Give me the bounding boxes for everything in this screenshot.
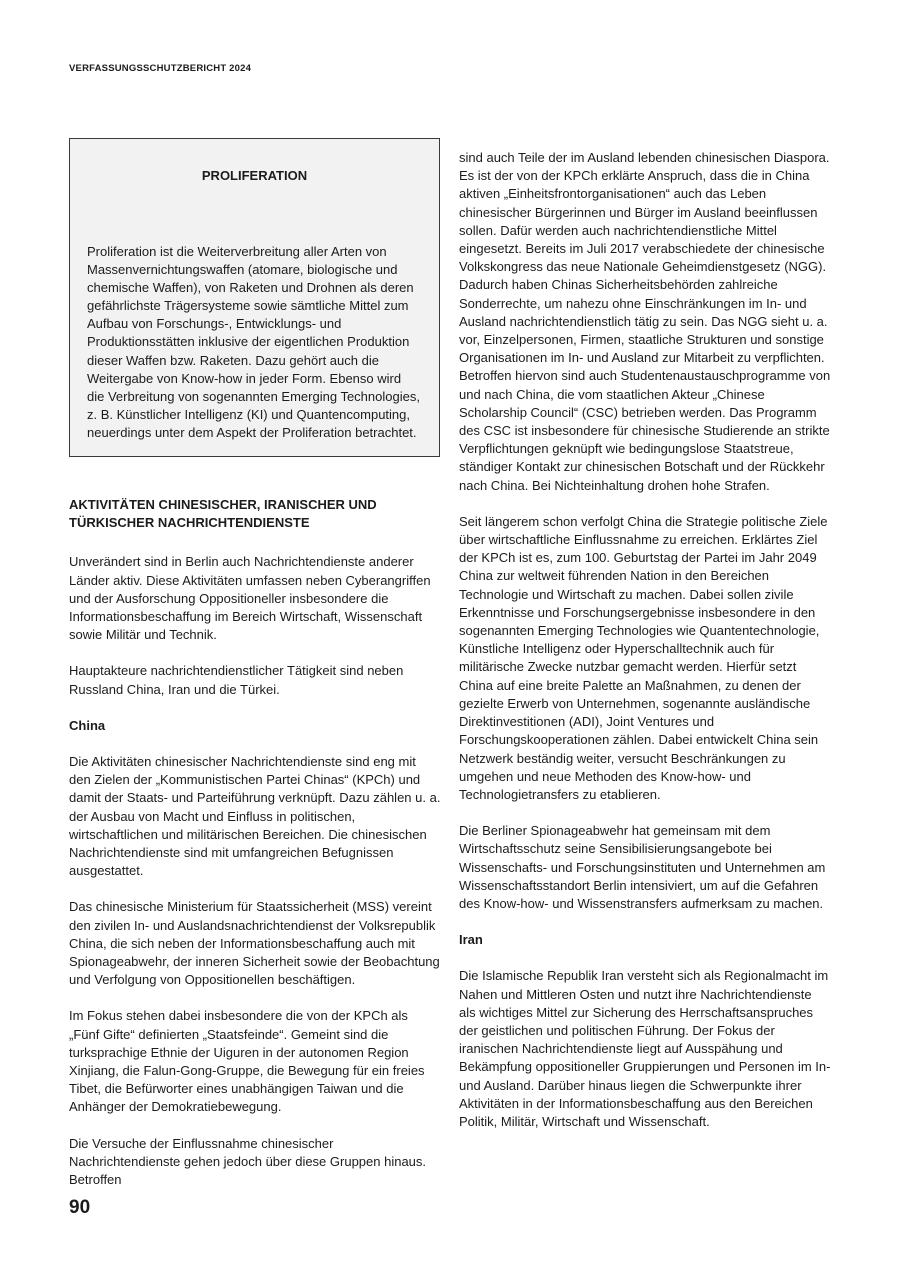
iran-paragraph: Die Islamische Republik Iran versteht sich als Regionalmacht im Nahen und Mittleren Osten und nutzt ihre Nachrichtendienste als wichtiges Mittel zur Sicherung des Herrschaftsanspruches der geistlichen und politischen Führung. Der Fokus der iranischen Nachrichtendienste liegt auf Ausspähung und Bekämpfung oppositioneller Gruppierungen und Personen im In- und Ausland. Darüber hinaus liegen die Schwerpunkte ihrer Aktivitäten in der Informationsbeschaffung aus den Bereichen Politik, Militär, Wirtschaft und Wissenschaft. [459, 968, 831, 1129]
china-heading: China [69, 717, 106, 733]
proliferation-infobox [69, 138, 440, 457]
left-column [69, 138, 441, 1189]
intro-paragraph-1: Unverändert sind in Berlin auch Nachrichtendienste anderer Länder aktiv. Diese Aktivitäten umfassen neben Cyberangriffen und der Ausforschung Oppositioneller insbesondere die Informationsbeschaffung im Bereich Wirtschaft, Wissenschaft sowie Militär und Technik. [69, 554, 431, 643]
china-paragraph-1: Die Aktivitäten chinesischer Nachrichtendienste sind eng mit den Zielen der „Kommunistischen Partei Chinas“ (KPCh) und damit der Staats- und Parteiführung verknüpft. Dazu zählen u. a. der Ausbau von Macht und Einfluss in politischen, wirtschaftlichen und militärischen Bereichen. Die chinesischen Nachrichtendienste sind mit umfangreichen Befugnissen ausgestattet. [69, 754, 441, 879]
intro-paragraph-2: Hauptakteure nachrichtendienstlicher Tätigkeit sind neben Russland China, Iran und die Türkei. [69, 663, 404, 697]
china-paragraph-3: Im Fokus stehen dabei insbesondere die von der KPCh als „Fünf Gifte“ definierten „Staatsfeinde“. Gemeint sind die turksprachige Ethnie der Uiguren in der autonomen Region Xinjiang, die Falun-Gong-Gruppe, die Bewegung für ein freies Tibet, die Befürworter eines unabhängigen Taiwan und die Anhänger der Demokratiebewegung. [69, 1008, 425, 1115]
china-paragraph-5: sind auch Teile der im Ausland lebenden chinesischen Diaspora. Es ist der von der KPCh erklärte Anspruch, dass die in China aktiven „Einheitsfrontorganisationen“ auch das Leben chinesischer Bürgerinnen und Bürger im Ausland beeinflussen sollen. Dafür werden auch nachrichtendienstliche Mittel eingesetzt. Bereits im Juli 2017 verabschiedete der chinesische Volkskongress das neue Nationale Geheimdienstgesetz (NGG). Dadurch haben Chinas Sicherheitsbehörden zahlreiche Sonderrechte, um nahezu ohne Einschränkungen im In- und Ausland nachrichtendienstlich tätig zu sein. Das NGG sieht u. a. vor, Einzelpersonen, Firmen, staatliche Strukturen und sonstige Organisationen im In- und Ausland zur Mitarbeit zu verpflichten. Betroffen hiervon sind auch Studentenaustauschprogramme von und nach China, die vom staatlichen Akteur „Chinese Scholarship Council“ (CSC) betrieben werden. Das Programm des CSC ist insbesondere für chinesische Studierende an strikte Verpflichtungen geknüpft wie bedingungslose Staatstreue, ständiger Kontakt zur chinesischen Botschaft und der Rückkehr nach China. Bei Nichteinhaltung drohen hohe Strafen. [459, 150, 831, 493]
infobox-text: Proliferation ist die Weiterverbreitung aller Arten von Massenvernichtungswaffen (atomare, biologische und chemische Waffen), von Raketen und Drohnen als deren gefährlichste Trägersysteme sowie sämtliche Mittel zum Aufbau von Forschungs-, Entwicklungs- und Produktionsstätten inklusive der eigentlichen Produktion dieser Waffen bzw. Raketen. Dazu gehört auch die Weitergabe von Know-how in jeder Form. Ebenso wird die Verbreitung von sogenannten Emerging Technologies, z. B. Künstlicher Intelligenz (KI) und Quantencomputing, neuerdings unter dem Aspekt der Proliferation betrachtet. [87, 244, 420, 440]
page-number: 90 [69, 1197, 91, 1218]
china-paragraph-7: Die Berliner Spionageabwehr hat gemeinsam mit dem Wirtschaftsschutz seine Sensibilisierungsangebote bei Wissenschafts- und Forschungsinstituten und Unternehmen am Wissenschaftsstandort Berlin intensiviert, um auf die Gefahren des Know-how- und Wissenstransfers aufmerksam zu machen. [459, 823, 826, 911]
china-paragraph-6: Seit längerem schon verfolgt China die Strategie politische Ziele über wirtschaftliche Einflussnahme zu erreichen. Erklärtes Ziel der KPCh ist es, zum 100. Geburtstag der Partei im Jahr 2049 China zur weltweit führenden Nation in den Bereichen Technologie und Wirtschaft zu machen. Dabei sollen zivile Erkenntnisse und Forschungsergebnisse insbesondere in den sogenannten Emerging Technologies wie Quantentechnologie, Künstliche Intelligenz oder Hyperschalltechnik auch für militärische Zwecke nutzbar gemacht werden. Hierfür setzt China auf eine breite Palette an Maßnahmen, zu denen der gezielte Erwerb von Unternehmen, sogenannte ausländische Direktinvestitionen (ADI), Joint Ventures und Forschungskooperationen zählen. Dabei entwickelt China sein Netzwerk beständig weiter, versucht Beschränkungen zu umgehen und neue Methoden des Know-how- und Technologietransfers zu etablieren. [459, 513, 828, 802]
china-paragraph-2: Das chinesische Ministerium für Staatssicherheit (MSS) vereint den zivilen In- und Auslandsnachrichtendienst der Volksrepublik China, die sich neben der Informationsbeschaffung auch mit Spionageabwehr, der inneren Sicherheit sowie der Beobachtung und Verfolgung von Oppositionellen beschäftigen. [69, 899, 440, 988]
section-heading [69, 496, 441, 532]
china-paragraph-4: Die Versuche der Einflussnahme chinesischer Nachrichtendienste gehen jedoch über diese Gruppen hinaus. Betroffen [69, 1135, 427, 1188]
right-column [459, 149, 831, 1131]
section-heading-line-1: AKTIVITÄTEN CHINESISCHER, IRANISCHER UND [69, 497, 377, 512]
iran-heading: Iran [459, 932, 483, 948]
report-header: VERFASSUNGSSCHUTZBERICHT 2024 [69, 63, 252, 74]
infobox-title: PROLIFERATION [201, 168, 308, 183]
section-heading-line-2: TÜRKISCHER NACHRICHTENDIENSTE [69, 515, 310, 531]
